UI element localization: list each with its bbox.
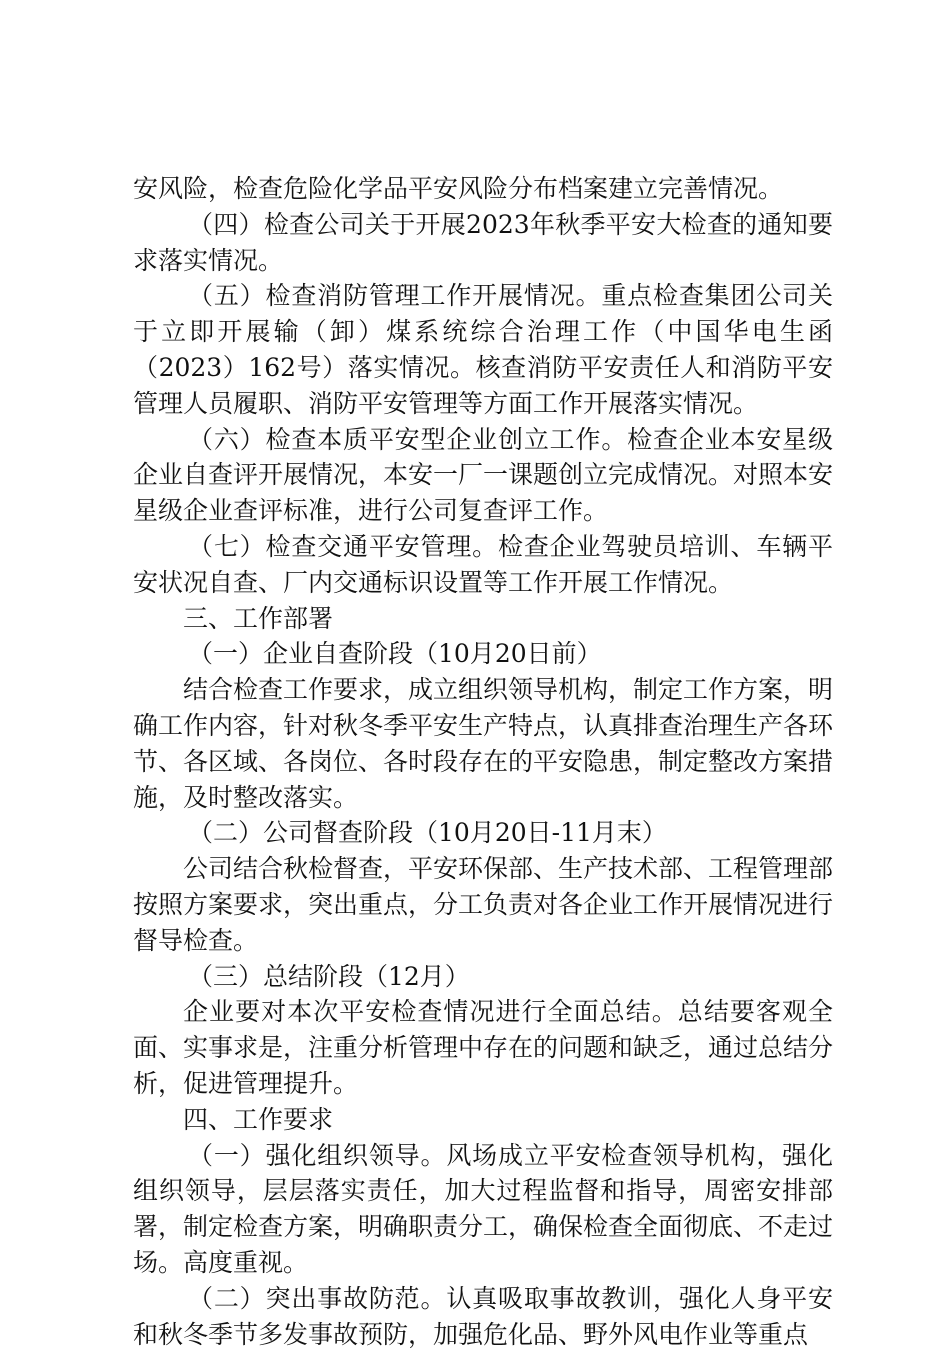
paragraph-requirement-1: （一）强化组织领导。风场成立平安检查领导机构，强化组织领导，层层落实责任，加大过程监督和指导，周密安排部署，制定检查方案，明确职责分工，确保检查全面彻底、不走过场。高度重视。 <box>133 1140 834 1277</box>
subheading-stage-2: （二）公司督查阶段（10月20日-11月末） <box>188 818 667 848</box>
paragraph-stage-3: 企业要对本次平安检查情况进行全面总结。总结要客观全面、实事求是，注重分析管理中存在的问题和缺乏，通过总结分析，促进管理提升。 <box>133 997 834 1098</box>
paragraph-stage-2: 公司结合秋检督查，平安环保部、生产技术部、工程管理部按照方案要求，突出重点，分工负责对各企业工作开展情况进行督导检查。 <box>133 854 834 955</box>
subheading-stage-1: （一）企业自查阶段（10月20日前） <box>188 639 602 669</box>
paragraph-item-6: （六）检查本质平安型企业创立工作。检查企业本安星级企业自查评开展情况，本安一厂一课题创立完成情况。对照本安星级企业查评标准，进行公司复查评工作。 <box>133 424 834 526</box>
paragraph-continuation: 安风险，检查危险化学品平安风险分布档案建立完善情况。 <box>133 174 784 203</box>
section-heading-4: 四、工作要求 <box>183 1104 334 1134</box>
paragraph-item-7: （七）检查交通平安管理。检查企业驾驶员培训、车辆平安状况自查、厂内交通标识设置等工作开展工作情况。 <box>133 531 833 597</box>
section-heading-3: 三、工作部署 <box>183 603 334 633</box>
paragraph-stage-1: 结合检查工作要求，成立组织领导机构，制定工作方案，明确工作内容，针对秋冬季平安生产特点，认真排查治理生产各环节、各区域、各岗位、各时段存在的平安隐患，制定整改方案措施，及时整改落实。 <box>133 675 834 812</box>
paragraph-item-4: （四）检查公司关于开展2023年秋季平安大检查的通知要求落实情况。 <box>133 209 833 275</box>
document-body <box>133 171 833 1352</box>
subheading-stage-3: （三）总结阶段（12月） <box>188 961 470 991</box>
paragraph-item-5: （五）检查消防管理工作开展情况。重点检查集团公司关于立即开展输（卸）煤系统综合治理工作（中国华电生函（2023）162号）落实情况。核查消防平安责任人和消防平安管理人员履职、消防平安管理等方面工作开展落实情况。 <box>133 281 833 418</box>
paragraph-requirement-2: （二）突出事故防范。认真吸取事故教训，强化人身平安和秋冬季节多发事故预防，加强危化品、野外风电作业等重点 <box>133 1283 833 1349</box>
